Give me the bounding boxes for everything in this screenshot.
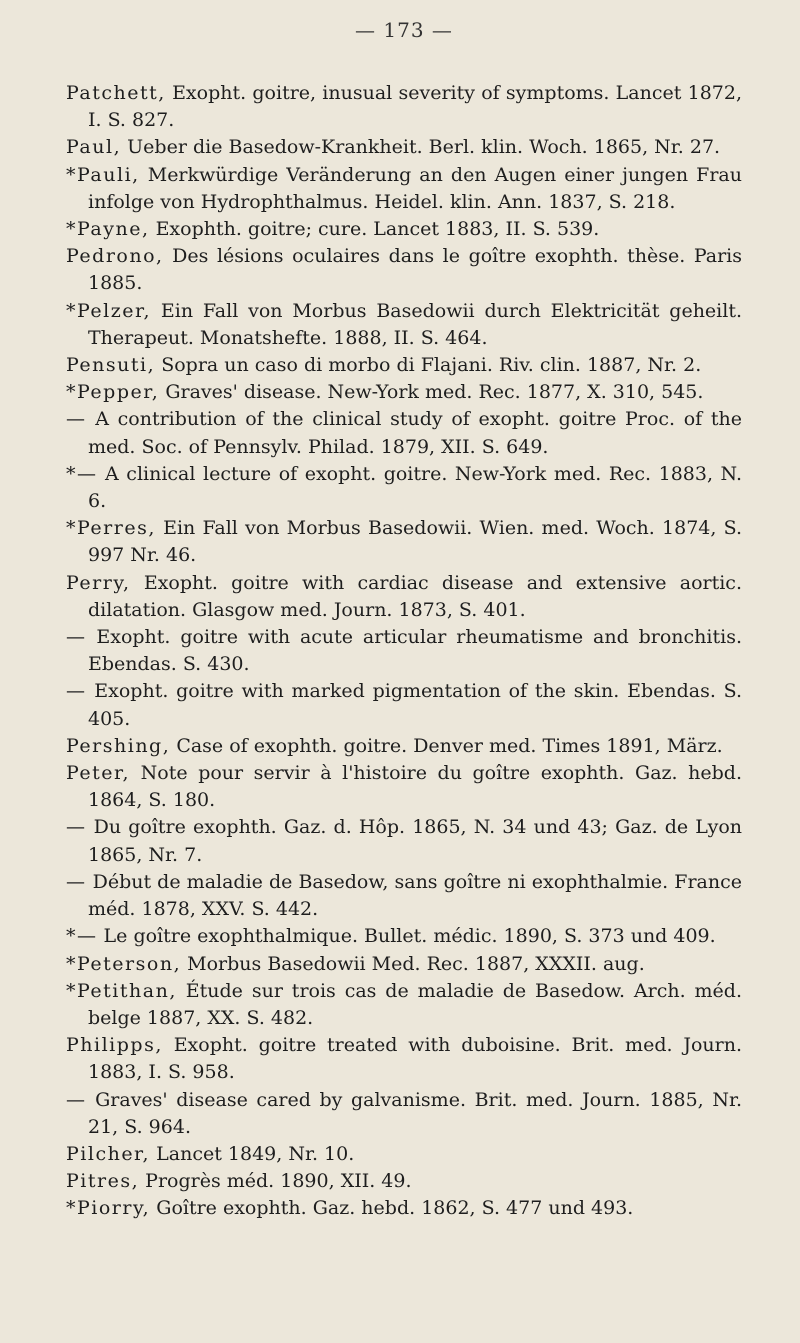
entry-author: Patchett,	[66, 82, 166, 104]
bibliography-entry	[66, 515, 742, 569]
bibliography-entry	[66, 379, 742, 406]
entry-author: Pitres,	[66, 1170, 140, 1193]
entry-citation: Lancet 1849, Nr. 10.	[156, 1142, 355, 1165]
bibliography-entry	[66, 951, 742, 978]
bibliography-entry	[66, 1195, 742, 1222]
entry-author: *Pauli,	[66, 163, 140, 186]
entry-citation: Exopht. goitre treated with duboisine. Brit. med. Journ. 1883, I. S. 958.	[88, 1034, 742, 1084]
entry-author: *Petithan,	[66, 979, 177, 1002]
entry-citation: Exopht. goitre, inusual severity of symptoms. Lancet 1872, I. S. 827.	[88, 82, 742, 132]
entry-author: Pensuti,	[66, 354, 156, 377]
bibliography-entry	[66, 406, 742, 460]
bibliography-entry	[66, 570, 742, 624]
entry-citation: A contribution of the clinical study of exopht. goitre Proc. of the med. Soc. of Pennsylv. Philad. 1879, XII. S. 649.	[88, 408, 742, 458]
bibliography-entry	[66, 298, 742, 352]
entry-citation: Exophth. goitre; cure. Lancet 1883, II. S. 539.	[155, 218, 600, 241]
entry-author: —	[66, 1088, 87, 1111]
bibliography-entry	[66, 978, 742, 1032]
bibliography-entry	[66, 461, 742, 515]
entry-citation: Du goître exophth. Gaz. d. Hôp. 1865, N. 34 und 43; Gaz. de Lyon 1865, Nr. 7.	[88, 816, 742, 866]
entry-author: *—	[66, 462, 98, 485]
bibliography-entry	[66, 134, 742, 161]
entry-citation: Graves' disease cared by galvanisme. Brit. med. Journ. 1885, Nr. 21, S. 964.	[88, 1088, 742, 1138]
bibliography-entry	[66, 80, 742, 134]
entry-citation: Exopht. goitre with marked pigmentation of the skin. Ebendas. S. 405.	[88, 680, 742, 730]
entry-author: *Pelzer,	[66, 299, 152, 322]
bibliography-entry	[66, 243, 742, 297]
bibliography-entry	[66, 923, 742, 950]
bibliography-entry	[66, 216, 742, 243]
bibliography-entry	[66, 162, 742, 216]
entry-citation: Ueber die Basedow-Krankheit. Berl. klin. Woch. 1865, Nr. 27.	[127, 136, 721, 159]
entry-author: Perry,	[66, 571, 131, 594]
bibliography-entry	[66, 1087, 742, 1141]
bibliography-entry	[66, 869, 742, 923]
bibliography-entry	[66, 352, 742, 379]
entry-citation: Le goître exophthalmique. Bullet. médic. 1890, S. 373 und 409.	[103, 925, 716, 948]
entry-citation: Exopht. goitre with acute articular rheumatisme and bronchitis. Ebendas. S. 430.	[88, 626, 742, 676]
entry-author: Pedrono,	[66, 245, 164, 268]
bibliography-entry	[66, 760, 742, 814]
entry-citation: Note pour servir à l'histoire du goître exophth. Gaz. hebd. 1864, S. 180.	[88, 762, 742, 812]
entry-citation: Progrès méd. 1890, XII. 49.	[145, 1170, 412, 1193]
entry-author: —	[66, 870, 87, 893]
entry-citation: Étude sur trois cas de maladie de Basedow. Arch. méd. belge 1887, XX. S. 482.	[88, 979, 742, 1029]
entry-citation: A clinical lecture of exopht. goitre. New-York med. Rec. 1883, N. 6.	[88, 462, 742, 513]
entry-citation: Merkwürdige Veränderung an den Augen einer jungen Frau infolge von Hydrophthalmus. Heidel. klin. Ann. 1837, S. 218.	[88, 163, 742, 213]
entry-author: —	[66, 816, 87, 839]
entry-author: Pilcher,	[66, 1142, 151, 1165]
entry-author: *Peterson,	[66, 952, 182, 975]
entry-author: —	[66, 408, 87, 431]
entry-author: Peter,	[66, 762, 131, 785]
entry-citation: Case of exophth. goitre. Denver med. Times 1891, März.	[176, 734, 723, 757]
page-number: — 173 —	[355, 18, 453, 42]
bibliography-entry	[66, 733, 742, 760]
entry-citation: Des lésions oculaires dans le goître exophth. thèse. Paris 1885.	[88, 245, 742, 295]
bibliography-entry	[66, 814, 742, 868]
entry-author: Pershing,	[66, 734, 171, 757]
entry-citation: Ein Fall von Morbus Basedowii. Wien. med. Woch. 1874, S. 997 Nr. 46.	[88, 517, 742, 567]
entry-citation: Goître exophth. Gaz. hebd. 1862, S. 477 und 493.	[156, 1197, 634, 1220]
bibliography-list	[66, 80, 742, 1223]
entry-author: Paul,	[66, 136, 122, 159]
entry-author: Philipps,	[66, 1034, 163, 1057]
entry-citation: Début de maladie de Basedow, sans goître ni exophthalmie. France méd. 1878, XXV. S. 442.	[88, 870, 742, 921]
entry-author: *Payne,	[66, 218, 150, 241]
entry-citation: Ein Fall von Morbus Basedowii durch Elektricität geheilt. Therapeut. Monatshefte. 1888, II. S. 464.	[88, 299, 743, 349]
entry-author: *Piorry,	[66, 1197, 151, 1220]
entry-author: *Pepper,	[66, 381, 160, 404]
entry-author: *Perres,	[66, 517, 156, 540]
bibliography-entry	[66, 624, 742, 678]
entry-citation: Exopht. goitre with cardiac disease and extensive aortic. dilatation. Glasgow med. Journ. 1873, S. 401.	[88, 571, 742, 621]
entry-author: —	[66, 626, 87, 649]
bibliography-entry	[66, 1141, 742, 1168]
bibliography-entry	[66, 678, 742, 732]
entry-citation: Sopra un caso di morbo di Flajani. Riv. clin. 1887, Nr. 2.	[161, 354, 702, 377]
bibliography-entry	[66, 1032, 742, 1086]
entry-author: —	[66, 680, 87, 703]
entry-citation: Graves' disease. New-York med. Rec. 1877, X. 310, 545.	[165, 381, 704, 404]
entry-citation: Morbus Basedowii Med. Rec. 1887, XXXII. aug.	[187, 952, 645, 975]
entry-author: *—	[66, 925, 98, 948]
bibliography-entry	[66, 1168, 742, 1195]
